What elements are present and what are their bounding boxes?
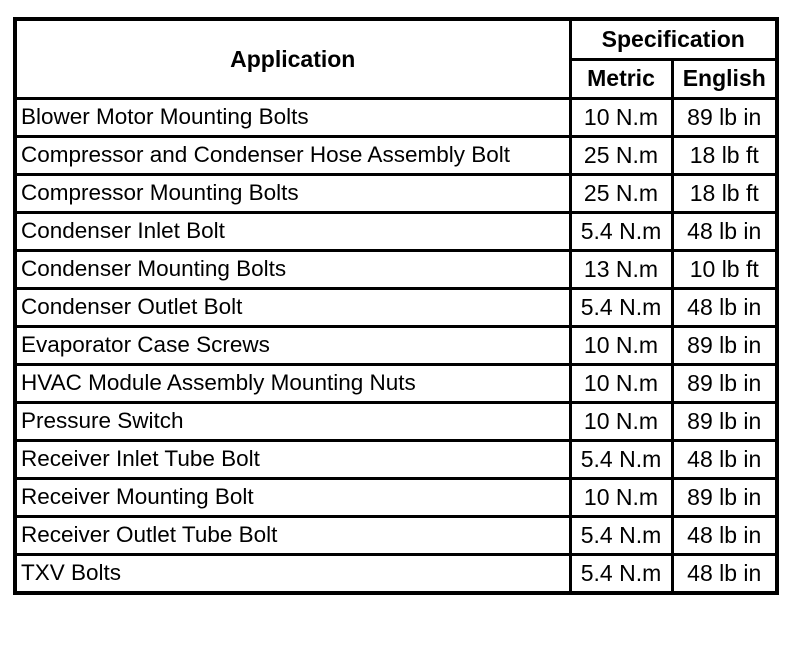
metric-cell: 10 N.m xyxy=(570,403,672,441)
english-header: English xyxy=(672,59,777,99)
metric-cell: 5.4 N.m xyxy=(570,441,672,479)
metric-cell: 25 N.m xyxy=(570,175,672,213)
english-cell: 48 lb in xyxy=(672,213,777,251)
english-cell: 89 lb in xyxy=(672,99,777,137)
table-row xyxy=(15,213,777,251)
table-row xyxy=(15,365,777,403)
metric-cell: 5.4 N.m xyxy=(570,213,672,251)
application-cell: Compressor Mounting Bolts xyxy=(15,175,570,213)
english-cell: 18 lb ft xyxy=(672,175,777,213)
application-cell: Condenser Mounting Bolts xyxy=(15,251,570,289)
application-cell: Receiver Inlet Tube Bolt xyxy=(15,441,570,479)
application-cell: TXV Bolts xyxy=(15,555,570,594)
metric-cell: 5.4 N.m xyxy=(570,555,672,594)
english-cell: 18 lb ft xyxy=(672,137,777,175)
english-cell: 48 lb in xyxy=(672,289,777,327)
table-row xyxy=(15,517,777,555)
table-row xyxy=(15,99,777,137)
metric-cell: 5.4 N.m xyxy=(570,517,672,555)
application-header: Application xyxy=(15,19,570,99)
table-row xyxy=(15,175,777,213)
specification-header: Specification xyxy=(570,19,777,59)
metric-cell: 10 N.m xyxy=(570,365,672,403)
metric-cell: 10 N.m xyxy=(570,327,672,365)
table-row xyxy=(15,403,777,441)
english-cell: 48 lb in xyxy=(672,555,777,594)
application-cell: Condenser Inlet Bolt xyxy=(15,213,570,251)
application-cell: Receiver Outlet Tube Bolt xyxy=(15,517,570,555)
application-cell: Evaporator Case Screws xyxy=(15,327,570,365)
english-cell: 89 lb in xyxy=(672,479,777,517)
application-cell: Pressure Switch xyxy=(15,403,570,441)
table-row xyxy=(15,289,777,327)
application-cell: Compressor and Condenser Hose Assembly Bolt xyxy=(15,137,570,175)
fastener-spec-table xyxy=(13,17,779,595)
english-cell: 89 lb in xyxy=(672,327,777,365)
table-row xyxy=(15,555,777,594)
application-cell: HVAC Module Assembly Mounting Nuts xyxy=(15,365,570,403)
metric-cell: 10 N.m xyxy=(570,479,672,517)
english-cell: 48 lb in xyxy=(672,517,777,555)
table-row xyxy=(15,137,777,175)
application-cell: Receiver Mounting Bolt xyxy=(15,479,570,517)
metric-cell: 10 N.m xyxy=(570,99,672,137)
metric-cell: 5.4 N.m xyxy=(570,289,672,327)
english-cell: 48 lb in xyxy=(672,441,777,479)
english-cell: 10 lb ft xyxy=(672,251,777,289)
table-row xyxy=(15,251,777,289)
metric-header: Metric xyxy=(570,59,672,99)
application-cell: Blower Motor Mounting Bolts xyxy=(15,99,570,137)
table-row xyxy=(15,479,777,517)
table-row xyxy=(15,327,777,365)
english-cell: 89 lb in xyxy=(672,365,777,403)
metric-cell: 13 N.m xyxy=(570,251,672,289)
table-header xyxy=(15,19,777,99)
english-cell: 89 lb in xyxy=(672,403,777,441)
table-row xyxy=(15,441,777,479)
application-cell: Condenser Outlet Bolt xyxy=(15,289,570,327)
table-body xyxy=(15,99,777,594)
metric-cell: 25 N.m xyxy=(570,137,672,175)
